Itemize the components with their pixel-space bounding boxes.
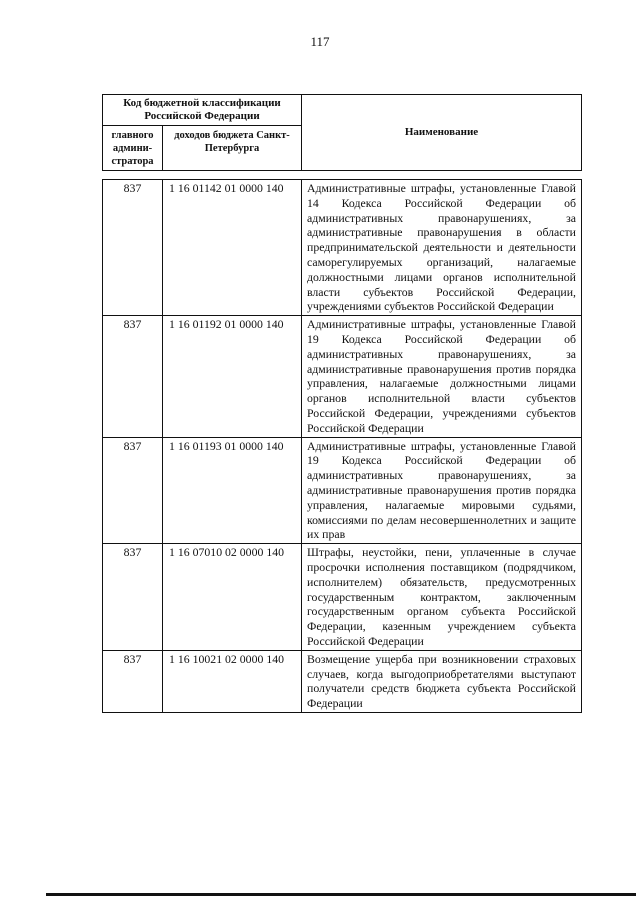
- income-name: Административные штрафы, установленные Главой 19 Кодекса Российской Федерации об административных правонарушениях, за административные правонарушения против порядка управления, налагаемые мировыми судьями, комиссиями по делам несовершеннолетних и защите их прав: [302, 437, 582, 544]
- income-code: 1 16 07010 02 0000 140: [163, 544, 302, 651]
- classification-table: [102, 179, 582, 713]
- admin-code: 837: [103, 437, 163, 544]
- admin-code: 837: [103, 180, 163, 316]
- admin-code: 837: [103, 316, 163, 437]
- table-row: [103, 180, 582, 316]
- table-row: [103, 316, 582, 437]
- table-row: [103, 437, 582, 544]
- income-name: Штрафы, неустойки, пени, уплаченные в случае просрочки исполнения поставщиком (подрядчиком, исполнителем) обязательств, предусмотренных государственным контрактом, заключенным государственным органом субъекта Российской Федерации, казенным учреждением субъекта Российской Федерации: [302, 544, 582, 651]
- income-code: 1 16 01192 01 0000 140: [163, 316, 302, 437]
- income-code: 1 16 01193 01 0000 140: [163, 437, 302, 544]
- footer-rule: [46, 893, 636, 896]
- income-name: Административные штрафы, установленные Главой 14 Кодекса Российской Федерации об административных правонарушениях, за административные правонарушения в области предпринимательской деятельности и деятельности саморегулируемых организаций, налагаемые должностными лицами органов исполнительной власти субъектов Российской Федерации, учреждениями субъектов Российской Федерации: [302, 180, 582, 316]
- header-income-code: доходов бюджета Санкт-Петербурга: [163, 126, 302, 171]
- table-row: [103, 650, 582, 712]
- table-header: [102, 94, 582, 171]
- header-admin: главного админи-стратора: [103, 126, 163, 171]
- income-code: 1 16 01142 01 0000 140: [163, 180, 302, 316]
- header-code-group: Код бюджетной классификации Российской Федерации: [103, 95, 302, 126]
- admin-code: 837: [103, 650, 163, 712]
- header-name: Наименование: [302, 95, 582, 171]
- page-number: 117: [310, 34, 330, 49]
- income-code: 1 16 10021 02 0000 140: [163, 650, 302, 712]
- admin-code: 837: [103, 544, 163, 651]
- income-name: Административные штрафы, установленные Главой 19 Кодекса Российской Федерации об административных правонарушениях, за административные правонарушения против порядка управления, налагаемые должностными лицами органов исполнительной власти субъектов Российской Федерации, учреждениями субъектов Российской Федерации: [302, 316, 582, 437]
- table-row: [103, 544, 582, 651]
- income-name: Возмещение ущерба при возникновении страховых случаев, когда выгодоприобретателями выступают получатели средств бюджета субъекта Российской Федерации: [302, 650, 582, 712]
